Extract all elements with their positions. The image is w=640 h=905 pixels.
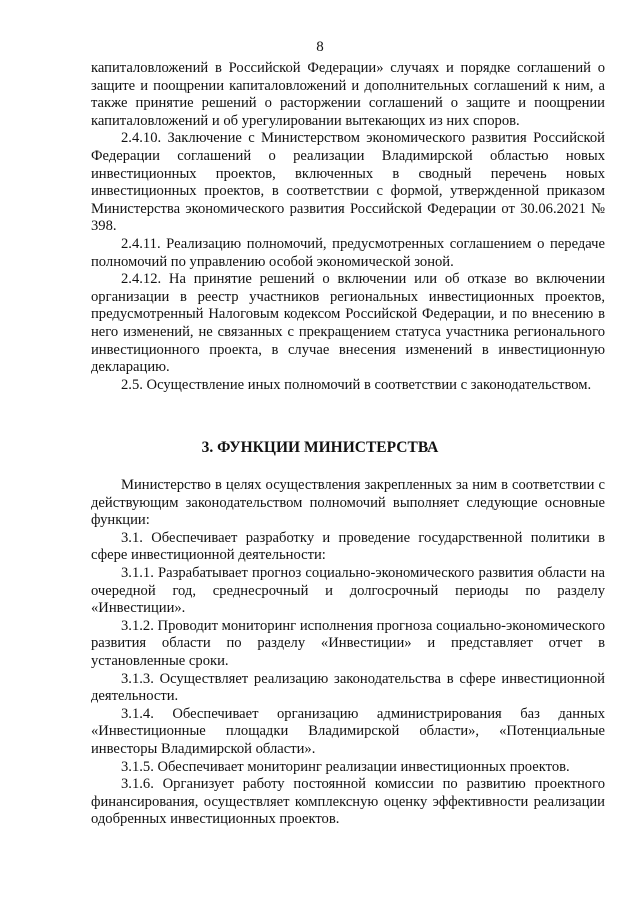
paragraph-continuation: капиталовложений в Российской Федерации» случаях и порядке соглашений о защите и поощрении капиталовложений и дополнительных соглашений к ним, а также принятие решений о расторжении соглашений о защите и поощрении капиталовложений и об урегулировании вытекающих из них споров. bbox=[91, 60, 605, 129]
paragraph-3-1-3: 3.1.3. Осуществляет реализацию законодательства в сфере инвестиционной деятельности. bbox=[91, 670, 605, 705]
paragraph-3-1-5: 3.1.5. Обеспечивает мониторинг реализации инвестиционных проектов. bbox=[121, 758, 570, 775]
top-text-block bbox=[91, 60, 605, 394]
paragraph-3-1-1: 3.1.1. Разрабатывает прогноз социально-экономического развития области на очередной год, среднесрочный и долгосрочный периоды по разделу «Инвестиции». bbox=[91, 564, 605, 617]
bottom-text-block bbox=[91, 477, 605, 829]
paragraph-2-4-10: 2.4.10. Заключение с Министерством экономического развития Российской Федерации соглашений о реализации Владимирской областью новых инвестиционных проектов, включенных в сводный перечень новых инвестиционных проектов, в соответствии с формой, утвержденной приказом Министерства экономического развития Российской Федерации от 30.06.2021 № 398. bbox=[91, 130, 605, 235]
section-heading: 3. ФУНКЦИИ МИНИСТЕРСТВА bbox=[201, 439, 439, 456]
page-number: 8 bbox=[316, 39, 324, 55]
paragraph-3-1: 3.1. Обеспечивает разработку и проведение государственной политики в сфере инвестиционной деятельности: bbox=[91, 529, 605, 564]
paragraph-2-4-11: 2.4.11. Реализацию полномочий, предусмотренных соглашением о передаче полномочий по управлению особой экономической зоной. bbox=[91, 235, 605, 270]
paragraph-3-1-2: 3.1.2. Проводит мониторинг исполнения прогноза социально-экономического развития области по разделу «Инвестиции» и представляет отчет в установленные сроки. bbox=[91, 617, 605, 669]
paragraph-3-1-4: 3.1.4. Обеспечивает организацию администрирования баз данных «Инвестиционные площадки Владимирской области», «Потенциальные инвесторы Владимирской области». bbox=[91, 705, 605, 757]
paragraph-3-1-6: 3.1.6. Организует работу постоянной комиссии по развитию проектного финансирования, осуществляет комплексную оценку эффективности реализации одобренных инвестиционных проектов. bbox=[91, 776, 605, 828]
paragraph-intro: Министерство в целях осуществления закрепленных за ним в соответствии с действующим законодательством полномочий выполняет следующие основные функции: bbox=[91, 477, 605, 529]
paragraph-2-4-12: 2.4.12. На принятие решений о включении или об отказе во включении организации в реестр участников региональных инвестиционных проектов, предусмотренный Налоговым кодексом Российской Федерации, и по внесению в него изменений, не связанных с прекращением статуса участника регионального инвестиционного проекта, в случае внесения изменений в инвестиционную декларацию. bbox=[91, 271, 605, 376]
paragraph-2-5: 2.5. Осуществление иных полномочий в соответствии с законодательством. bbox=[121, 376, 592, 393]
